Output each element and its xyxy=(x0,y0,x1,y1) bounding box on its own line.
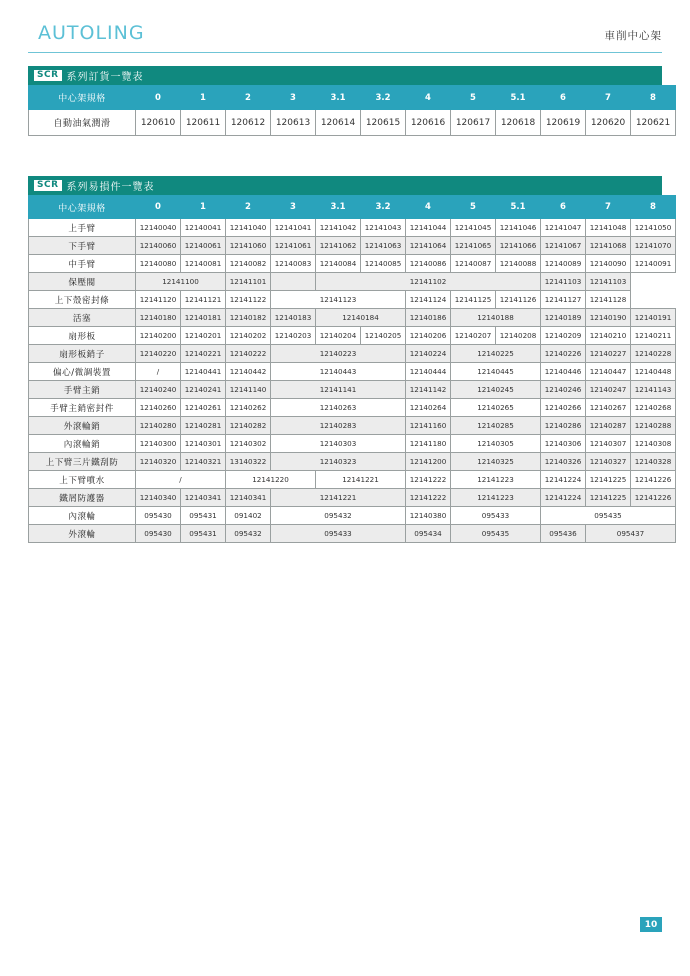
part-number-cell: 12141041 xyxy=(271,219,316,237)
part-number-cell: 12141050 xyxy=(631,219,676,237)
part-number-cell: 12140200 xyxy=(136,327,181,345)
part-number-cell: 12141142 xyxy=(406,381,451,399)
part-number-cell: 12140040 xyxy=(136,219,181,237)
part-number-cell: 12140061 xyxy=(181,237,226,255)
part-number-cell: 12141121 xyxy=(181,291,226,309)
part-number-cell: 12141225 xyxy=(586,471,631,489)
part-number-cell: 12140448 xyxy=(631,363,676,381)
row-label: 外滾輪 xyxy=(29,525,136,543)
wear-parts-body xyxy=(29,219,676,543)
part-number-cell: 095433 xyxy=(271,525,406,543)
part-number-cell: 12140260 xyxy=(136,399,181,417)
row-label: 扇形板銷子 xyxy=(29,345,136,363)
part-number-cell: 12141065 xyxy=(451,237,496,255)
part-number-cell: 12140211 xyxy=(631,327,676,345)
part-number-cell: 12140224 xyxy=(406,345,451,363)
column-header-size: 3 xyxy=(271,86,316,110)
part-number-cell: 12140323 xyxy=(271,453,406,471)
table-row xyxy=(29,525,676,543)
table-row xyxy=(29,489,676,507)
part-number-cell: 12140340 xyxy=(136,489,181,507)
table-row xyxy=(29,471,676,489)
part-number-cell: 095435 xyxy=(451,525,541,543)
row-label: 內滾輪銷 xyxy=(29,435,136,453)
table-row xyxy=(29,399,676,417)
part-number-cell: 12140341 xyxy=(181,489,226,507)
order-list-head xyxy=(29,86,676,110)
column-header-size: 8 xyxy=(631,86,676,110)
row-label: 鐵屑防護器 xyxy=(29,489,136,507)
part-number-cell: 12141223 xyxy=(451,471,541,489)
part-number-cell: 12141102 xyxy=(316,273,541,291)
row-label: 下手臂 xyxy=(29,237,136,255)
part-number-cell: 12140341 xyxy=(226,489,271,507)
part-number-cell: 12141223 xyxy=(451,489,541,507)
part-number-cell: 12140302 xyxy=(226,435,271,453)
row-label: 中手臂 xyxy=(29,255,136,273)
part-number-cell: 12140205 xyxy=(361,327,406,345)
part-number-cell: 12140183 xyxy=(271,309,316,327)
part-number-cell: 12141160 xyxy=(406,417,451,435)
column-header-size: 2 xyxy=(226,86,271,110)
part-number-cell: 12141226 xyxy=(631,489,676,507)
column-header-size: 7 xyxy=(586,86,631,110)
part-number-cell: 12140267 xyxy=(586,399,631,417)
table-row xyxy=(29,381,676,399)
part-number-cell: 12140265 xyxy=(451,399,541,417)
brand-logo: AUTOLING xyxy=(38,22,145,44)
order-list-title: 系列訂貨一覽表 xyxy=(66,72,144,83)
part-number-cell: 12141126 xyxy=(496,291,541,309)
part-number-cell: 12141123 xyxy=(271,291,406,309)
part-number-cell: 091402 xyxy=(226,507,271,525)
part-number-cell: 12141220 xyxy=(226,471,316,489)
part-number-cell: 12140228 xyxy=(631,345,676,363)
table-row xyxy=(29,237,676,255)
column-header-size: 5 xyxy=(451,86,496,110)
column-header-size: 5.1 xyxy=(496,196,541,219)
part-number-cell: 120610 xyxy=(136,110,181,136)
part-number-cell: 12140184 xyxy=(316,309,406,327)
order-list-title-bar xyxy=(28,66,662,85)
part-number-cell: 12140089 xyxy=(541,255,586,273)
part-number-cell: 12141122 xyxy=(226,291,271,309)
part-number-cell: 12140090 xyxy=(586,255,631,273)
part-number-cell: 12140210 xyxy=(586,327,631,345)
part-number-cell: 095431 xyxy=(181,525,226,543)
part-number-cell: 12140201 xyxy=(181,327,226,345)
part-number-cell: 12140208 xyxy=(496,327,541,345)
column-header-size: 4 xyxy=(406,86,451,110)
column-header-size: 0 xyxy=(136,86,181,110)
part-number-cell: 12140220 xyxy=(136,345,181,363)
part-number-cell: 12140080 xyxy=(136,255,181,273)
column-header-size: 4 xyxy=(406,196,451,219)
table-row xyxy=(29,363,676,381)
series-tag: SCR xyxy=(34,70,62,81)
part-number-cell: 12140262 xyxy=(226,399,271,417)
part-number-cell: 12140303 xyxy=(271,435,406,453)
row-label: 偏心/微調裝置 xyxy=(29,363,136,381)
part-number-cell: 12141103 xyxy=(541,273,586,291)
part-number-cell: 12141047 xyxy=(541,219,586,237)
part-number-cell: 12140246 xyxy=(541,381,586,399)
part-number-cell: 12140083 xyxy=(271,255,316,273)
table-row xyxy=(29,110,676,136)
part-number-cell: 12140328 xyxy=(631,453,676,471)
part-number-cell: 12140204 xyxy=(316,327,361,345)
part-number-cell: 12141200 xyxy=(406,453,451,471)
part-number-cell: 12141128 xyxy=(586,291,631,309)
part-number-cell: 12140181 xyxy=(181,309,226,327)
order-list-body xyxy=(29,110,676,136)
table-row xyxy=(29,255,676,273)
row-label: 外滾輪銷 xyxy=(29,417,136,435)
part-number-cell: 120619 xyxy=(541,110,586,136)
column-header-size: 3.2 xyxy=(361,196,406,219)
part-number-cell: 12140225 xyxy=(451,345,541,363)
column-header-size: 7 xyxy=(586,196,631,219)
part-number-cell: 12141043 xyxy=(361,219,406,237)
part-number-cell: 120621 xyxy=(631,110,676,136)
part-number-cell: 12141064 xyxy=(406,237,451,255)
part-number-cell: 095435 xyxy=(541,507,676,525)
part-number-cell: 12140445 xyxy=(451,363,541,381)
part-number-cell: 12141040 xyxy=(226,219,271,237)
part-number-cell: 12140240 xyxy=(136,381,181,399)
table-row xyxy=(29,327,676,345)
part-number-cell: 12140306 xyxy=(541,435,586,453)
part-number-cell: 12140446 xyxy=(541,363,586,381)
column-header-size: 5 xyxy=(451,196,496,219)
wear-parts-table xyxy=(28,195,676,543)
part-number-cell: 12140444 xyxy=(406,363,451,381)
part-number-cell: 12141224 xyxy=(541,489,586,507)
part-number-cell: 120614 xyxy=(316,110,361,136)
part-number-cell: 12140189 xyxy=(541,309,586,327)
part-number-cell: 12141066 xyxy=(496,237,541,255)
part-number-cell: 12140202 xyxy=(226,327,271,345)
order-list-table xyxy=(28,85,676,136)
part-number-cell: 12140060 xyxy=(136,237,181,255)
part-number-cell: 12141103 xyxy=(586,273,631,291)
part-number-cell: 12140325 xyxy=(451,453,541,471)
part-number-cell: 12140283 xyxy=(271,417,406,435)
part-number-cell: 12141140 xyxy=(226,381,271,399)
part-number-cell: 12141222 xyxy=(406,471,451,489)
row-label: 手臂主銷密封件 xyxy=(29,399,136,417)
part-number-cell: / xyxy=(136,471,226,489)
part-number-cell: 12141127 xyxy=(541,291,586,309)
part-number-cell: 12140280 xyxy=(136,417,181,435)
part-number-cell: 12140084 xyxy=(316,255,361,273)
column-header-size: 3.1 xyxy=(316,86,361,110)
part-number-cell: 12140261 xyxy=(181,399,226,417)
part-number-cell: 120611 xyxy=(181,110,226,136)
part-number-cell: 12140305 xyxy=(451,435,541,453)
part-number-cell: 095430 xyxy=(136,525,181,543)
table-row xyxy=(29,273,676,291)
header-section-title: 車削中心架 xyxy=(604,30,662,42)
part-number-cell: 095430 xyxy=(136,507,181,525)
page-number-badge: 10 xyxy=(640,917,662,932)
column-header-spec: 中心架規格 xyxy=(29,196,136,219)
part-number-cell: 095433 xyxy=(451,507,541,525)
part-number-cell: 12140285 xyxy=(451,417,541,435)
part-number-cell: 12140307 xyxy=(586,435,631,453)
part-number-cell: 12140209 xyxy=(541,327,586,345)
part-number-cell: 12140207 xyxy=(451,327,496,345)
part-number-cell: 120616 xyxy=(406,110,451,136)
wear-parts-title: 系列易損件一覽表 xyxy=(66,182,155,193)
part-number-cell: 12140320 xyxy=(136,453,181,471)
part-number-cell: 12141062 xyxy=(316,237,361,255)
part-number-cell: 12140190 xyxy=(586,309,631,327)
part-number-cell: 12140380 xyxy=(406,507,451,525)
part-number-cell: 12140222 xyxy=(226,345,271,363)
part-number-cell: 12141044 xyxy=(406,219,451,237)
part-number-cell: 12140226 xyxy=(541,345,586,363)
row-label: 扇形板 xyxy=(29,327,136,345)
part-number-cell: 12141063 xyxy=(361,237,406,255)
part-number-cell: 12140091 xyxy=(631,255,676,273)
column-header-spec: 中心架規格 xyxy=(29,86,136,110)
part-number-cell: 12140081 xyxy=(181,255,226,273)
row-label: 活塞 xyxy=(29,309,136,327)
part-number-cell: 12141048 xyxy=(586,219,631,237)
part-number-cell: 120613 xyxy=(271,110,316,136)
wear-parts-head xyxy=(29,196,676,219)
part-number-cell: 120617 xyxy=(451,110,496,136)
page-header xyxy=(28,22,662,53)
row-label: 上下臂三片鐵刮防 xyxy=(29,453,136,471)
wear-parts-section xyxy=(28,176,672,543)
part-number-cell: 12140182 xyxy=(226,309,271,327)
part-number-cell: 095434 xyxy=(406,525,451,543)
part-number-cell: 12141045 xyxy=(451,219,496,237)
part-number-cell: 12140443 xyxy=(271,363,406,381)
row-label: 保壓閥 xyxy=(29,273,136,291)
column-header-size: 3.2 xyxy=(361,86,406,110)
part-number-cell: 120612 xyxy=(226,110,271,136)
part-number-cell: 12141222 xyxy=(406,489,451,507)
part-number-cell: 12140327 xyxy=(586,453,631,471)
part-number-cell: 12140206 xyxy=(406,327,451,345)
column-header-size: 1 xyxy=(181,196,226,219)
part-number-cell: 12140188 xyxy=(451,309,541,327)
part-number-cell: 12140308 xyxy=(631,435,676,453)
part-number-cell: 12141067 xyxy=(541,237,586,255)
part-number-cell: 12140326 xyxy=(541,453,586,471)
part-number-cell: 12140221 xyxy=(181,345,226,363)
part-number-cell: 12140247 xyxy=(586,381,631,399)
part-number-cell: 095432 xyxy=(271,507,406,525)
part-number-cell: 12140442 xyxy=(226,363,271,381)
table-row xyxy=(29,435,676,453)
part-number-cell: 12140321 xyxy=(181,453,226,471)
column-header-size: 1 xyxy=(181,86,226,110)
column-header-size: 6 xyxy=(541,86,586,110)
part-number-cell: 12141224 xyxy=(541,471,586,489)
row-label: 手臂主銷 xyxy=(29,381,136,399)
part-number-cell: 12140441 xyxy=(181,363,226,381)
part-number-cell: 12141124 xyxy=(406,291,451,309)
row-label: 上下臂噴水 xyxy=(29,471,136,489)
row-label: 上手臂 xyxy=(29,219,136,237)
table-row xyxy=(29,291,676,309)
part-number-cell: 12141070 xyxy=(631,237,676,255)
column-header-size: 6 xyxy=(541,196,586,219)
part-number-cell: 12141042 xyxy=(316,219,361,237)
column-header-size: 0 xyxy=(136,196,181,219)
wear-parts-title-bar xyxy=(28,176,662,195)
part-number-cell: 12140191 xyxy=(631,309,676,327)
part-number-cell: 12141046 xyxy=(496,219,541,237)
part-number-cell: 12140227 xyxy=(586,345,631,363)
table-row xyxy=(29,453,676,471)
part-number-cell: 12140301 xyxy=(181,435,226,453)
part-number-cell: 12140241 xyxy=(181,381,226,399)
part-number-cell: 120615 xyxy=(361,110,406,136)
table-row xyxy=(29,219,676,237)
table-row xyxy=(29,345,676,363)
column-header-size: 8 xyxy=(631,196,676,219)
part-number-cell: 12140288 xyxy=(631,417,676,435)
part-number-cell: 12140087 xyxy=(451,255,496,273)
part-number-cell: 13140322 xyxy=(226,453,271,471)
part-number-cell: 12140300 xyxy=(136,435,181,453)
part-number-cell: 12141100 xyxy=(136,273,226,291)
row-label: 內滾輪 xyxy=(29,507,136,525)
part-number-cell: 12141141 xyxy=(271,381,406,399)
part-number-cell: 12141221 xyxy=(271,489,406,507)
column-header-size: 5.1 xyxy=(496,86,541,110)
part-number-cell: 12140085 xyxy=(361,255,406,273)
row-label: 自動油氣潤滑 xyxy=(29,110,136,136)
part-number-cell: 120618 xyxy=(496,110,541,136)
part-number-cell: 12140245 xyxy=(451,381,541,399)
part-number-cell: 12140264 xyxy=(406,399,451,417)
part-number-cell: 12141061 xyxy=(271,237,316,255)
part-number-cell: 12140082 xyxy=(226,255,271,273)
part-number-cell: 12140268 xyxy=(631,399,676,417)
part-number-cell: 12140186 xyxy=(406,309,451,327)
part-number-cell: 12141226 xyxy=(631,471,676,489)
part-number-cell: 12140287 xyxy=(586,417,631,435)
column-header-size: 2 xyxy=(226,196,271,219)
part-number-cell xyxy=(271,273,316,291)
part-number-cell: / xyxy=(136,363,181,381)
part-number-cell: 12141068 xyxy=(586,237,631,255)
part-number-cell: 095437 xyxy=(586,525,676,543)
part-number-cell: 12141120 xyxy=(136,291,181,309)
part-number-cell: 12141060 xyxy=(226,237,271,255)
part-number-cell: 12140088 xyxy=(496,255,541,273)
part-number-cell: 12140223 xyxy=(271,345,406,363)
part-number-cell: 12140041 xyxy=(181,219,226,237)
part-number-cell: 12140281 xyxy=(181,417,226,435)
row-label: 上下殼密封條 xyxy=(29,291,136,309)
column-header-size: 3 xyxy=(271,196,316,219)
part-number-cell: 095432 xyxy=(226,525,271,543)
part-number-cell: 12140086 xyxy=(406,255,451,273)
part-number-cell: 12141143 xyxy=(631,381,676,399)
series-tag: SCR xyxy=(34,180,62,191)
order-list-section xyxy=(28,66,671,136)
column-header-size: 3.1 xyxy=(316,196,361,219)
part-number-cell: 12141221 xyxy=(316,471,406,489)
part-number-cell: 095431 xyxy=(181,507,226,525)
table-row xyxy=(29,417,676,435)
table-row xyxy=(29,507,676,525)
part-number-cell: 12141180 xyxy=(406,435,451,453)
part-number-cell: 12141225 xyxy=(586,489,631,507)
table-header-row xyxy=(29,86,676,110)
table-row xyxy=(29,309,676,327)
part-number-cell: 12140286 xyxy=(541,417,586,435)
part-number-cell: 12140282 xyxy=(226,417,271,435)
part-number-cell: 12140263 xyxy=(271,399,406,417)
part-number-cell: 12141125 xyxy=(451,291,496,309)
part-number-cell: 12140447 xyxy=(586,363,631,381)
part-number-cell: 120620 xyxy=(586,110,631,136)
part-number-cell: 12140203 xyxy=(271,327,316,345)
table-header-row xyxy=(29,196,676,219)
part-number-cell: 12140266 xyxy=(541,399,586,417)
part-number-cell: 12140180 xyxy=(136,309,181,327)
part-number-cell: 12141101 xyxy=(226,273,271,291)
part-number-cell: 095436 xyxy=(541,525,586,543)
